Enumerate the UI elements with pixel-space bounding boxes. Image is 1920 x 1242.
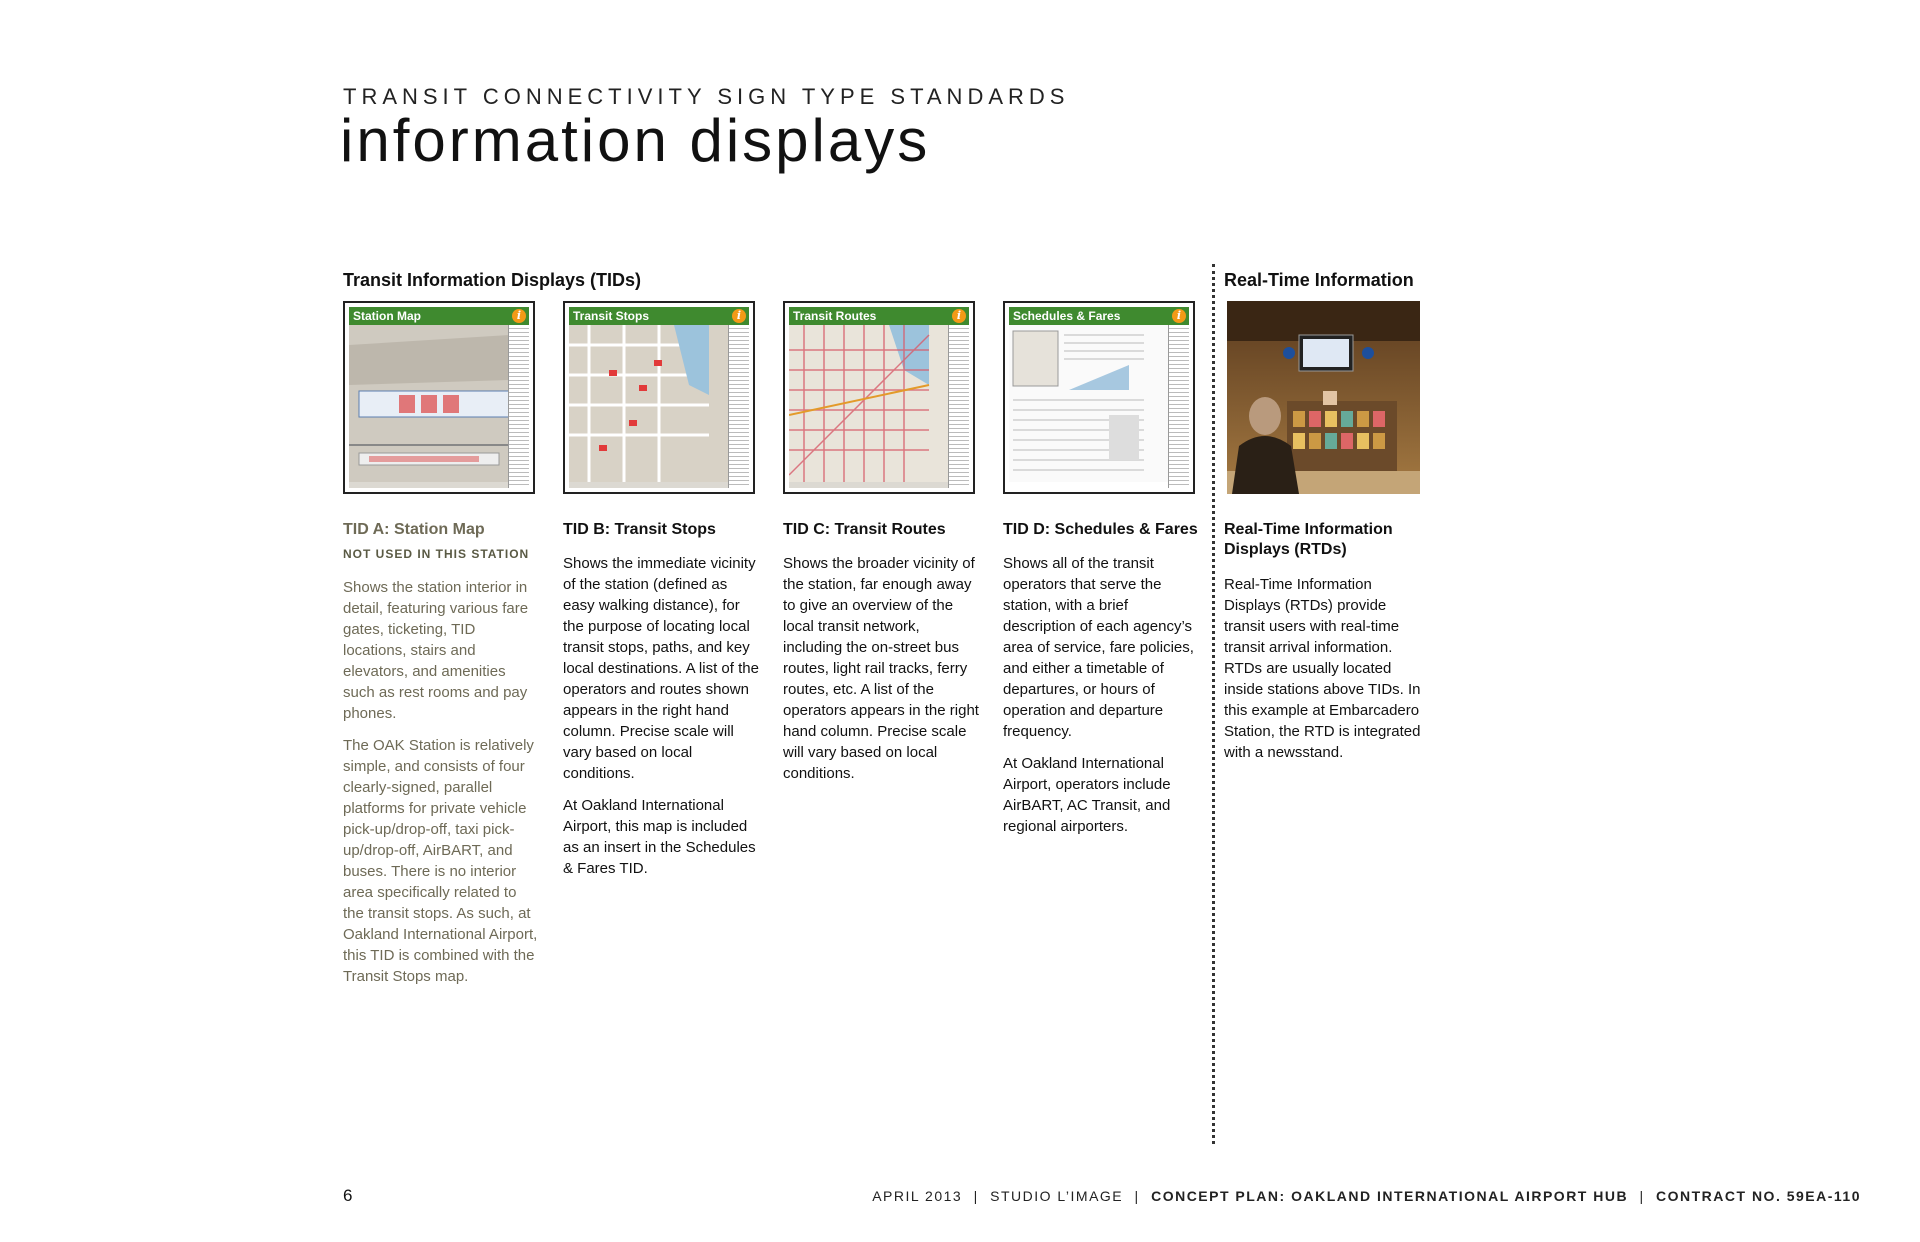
thumbnail-station-map xyxy=(343,301,535,494)
thumbnail-label: Transit Stops xyxy=(569,307,749,325)
newsstand-photo-illustration xyxy=(1227,301,1420,494)
paragraph: Shows the immediate vicinity of the station (defined as easy walking distance), for the purpose of locating local transit stops, paths, and key local destinations. A list of the operators and routes shown appears in the right hand column. Precise scale will vary based on local conditions. xyxy=(563,555,759,782)
footer-separator: | xyxy=(1134,1188,1140,1204)
section-divider xyxy=(1212,264,1215,1144)
thumbnail-transit-routes xyxy=(783,301,975,494)
paragraph: At Oakland International Airport, operators include AirBART, AC Transit, and regional airporters. xyxy=(1003,755,1171,835)
newsstand-rtd-photo xyxy=(1227,301,1420,494)
paragraph: Shows all of the transit operators that serve the station, with a brief description of each agency’s area of service, fare policies, and either a timetable of departures, or hours of operation and departure frequency. xyxy=(1003,555,1194,740)
footer-credits xyxy=(872,1188,1861,1204)
column-title-tid-d: TID D: Schedules & Fares xyxy=(1003,521,1198,538)
document-kicker: TRANSIT CONNECTIVITY SIGN TYPE STANDARDS xyxy=(343,84,1070,109)
info-icon: i xyxy=(1172,309,1186,323)
info-icon: i xyxy=(952,309,966,323)
footer-plan: CONCEPT PLAN: OAKLAND INTERNATIONAL AIRPORT HUB xyxy=(1151,1188,1629,1204)
footer-separator: | xyxy=(1639,1188,1645,1204)
thumbnail-schedules-fares xyxy=(1003,301,1195,494)
column-title-tid-c: TID C: Transit Routes xyxy=(783,521,946,538)
info-icon: i xyxy=(512,309,526,323)
column-subtitle-tid-a: NOT USED IN THIS STATION xyxy=(343,547,530,561)
tids-section-heading: Transit Information Displays (TIDs) xyxy=(343,270,642,290)
column-body-tid-a xyxy=(343,577,538,998)
thumbnail-label: Station Map xyxy=(349,307,529,325)
column-title-tid-a: TID A: Station Map xyxy=(343,521,485,538)
paragraph: Shows the broader vicinity of the station, far enough away to give an overview of the local transit network, including the on-street bus routes, light rail tracks, ferry routes, etc. A list of the operators appears in the right hand column. Precise scale will vary based on local conditions. xyxy=(783,555,979,782)
realtime-section-heading: Real-Time Information xyxy=(1224,270,1414,290)
thumbnail-label: Schedules & Fares xyxy=(1009,307,1189,325)
column-title-rtd: Real-Time Information Displays (RTDs) xyxy=(1224,521,1393,558)
paragraph: Shows the station interior in detail, featuring various fare gates, ticketing, TID locations, stairs and elevators, and amenities such as rest rooms and pay phones. xyxy=(343,579,529,722)
thumbnail-transit-stops xyxy=(563,301,755,494)
footer-contract: CONTRACT NO. 59EA-110 xyxy=(1656,1188,1861,1204)
footer-date: APRIL 2013 xyxy=(872,1188,963,1204)
footer-separator: | xyxy=(973,1188,979,1204)
station-map-illustration xyxy=(349,325,509,482)
transit-routes-illustration xyxy=(789,325,949,482)
paragraph: The OAK Station is relatively simple, and consists of four clearly-signed, parallel platforms for private vehicle pick-up/drop-off, taxi pick-up/drop-off, AirBART, and buses. There is no interior area specifically related to the transit stops. As such, at Oakland International Airport, this TID is combined with the Transit Stops map. xyxy=(343,737,538,985)
page-number: 6 xyxy=(343,1186,353,1205)
thumbnail-label: Transit Routes xyxy=(789,307,969,325)
schedules-fares-illustration xyxy=(1009,325,1169,482)
page-title: information displays xyxy=(340,107,931,174)
transit-stops-illustration xyxy=(569,325,729,482)
footer-studio: STUDIO L’IMAGE xyxy=(990,1188,1124,1204)
column-body-tid-d xyxy=(1003,553,1203,848)
info-icon: i xyxy=(732,309,746,323)
column-body-rtd xyxy=(1224,574,1429,774)
column-title-tid-b: TID B: Transit Stops xyxy=(563,521,716,538)
column-body-tid-c xyxy=(783,553,983,795)
paragraph: Real-Time Information Displays (RTDs) provide transit users with real-time transit arrival information. RTDs are usually located inside stations above TIDs. In this example at Embarcadero Station, the RTD is integrated with a newsstand. xyxy=(1224,576,1421,761)
paragraph: At Oakland International Airport, this map is included as an insert in the Schedules & Fares TID. xyxy=(563,797,756,877)
column-body-tid-b xyxy=(563,553,763,890)
